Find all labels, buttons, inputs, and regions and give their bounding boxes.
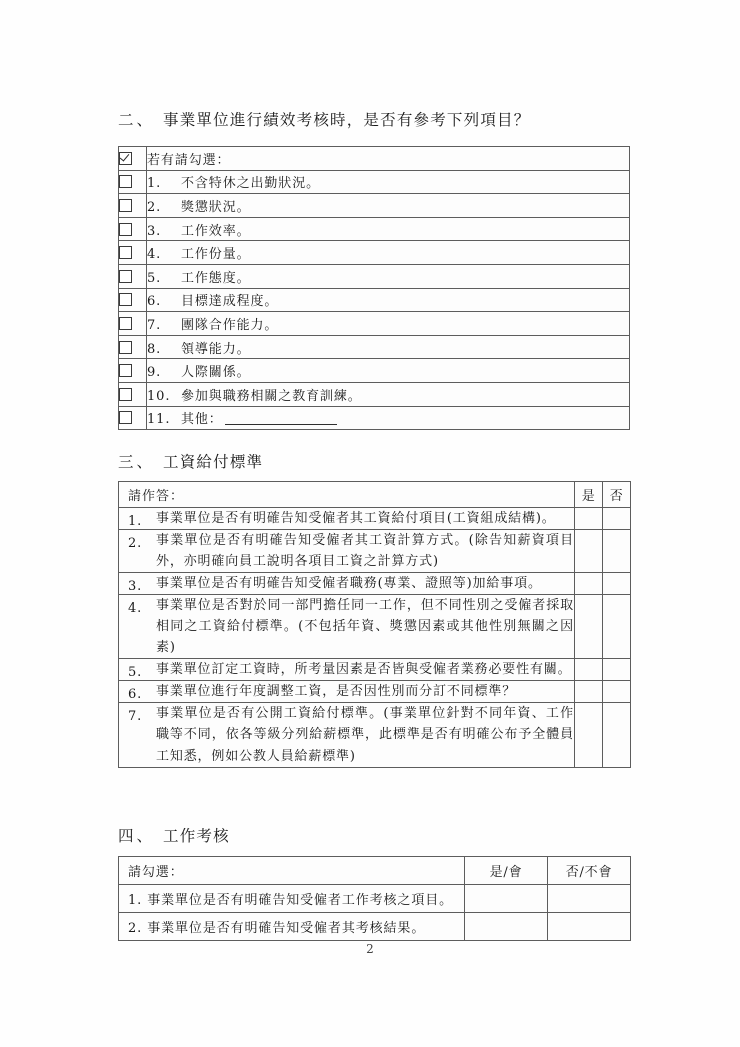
question-index: 7. (128, 709, 143, 725)
table-row (119, 659, 631, 681)
wage-answer-no-1[interactable] (603, 508, 631, 530)
item-index: 8. (147, 341, 162, 357)
checklist-body (119, 147, 630, 430)
wage-header-question: 請作答： (119, 482, 575, 508)
section-heading-2 (118, 108, 530, 130)
review-answer-yes-2[interactable] (465, 913, 548, 941)
table-row (119, 406, 630, 430)
table-row (119, 359, 630, 383)
empty-checkbox-icon[interactable] (119, 270, 132, 283)
empty-checkbox-icon[interactable] (119, 364, 132, 377)
wage-answer-yes-1[interactable] (575, 508, 603, 530)
review-header-row (119, 857, 631, 885)
review-answer-yes-1[interactable] (465, 885, 548, 913)
table-row (119, 217, 630, 241)
page-number: 2 (366, 942, 374, 956)
checkbox-cell-4[interactable] (119, 241, 147, 265)
table-row (119, 913, 631, 941)
question-index: 5. (128, 665, 143, 681)
table-row (119, 241, 630, 265)
item-label: 參加與職務相關之教育訓練。 (181, 388, 362, 404)
wage-question-1 (119, 508, 575, 530)
wage-answer-no-3[interactable] (603, 573, 631, 595)
review-question-2: 2. 事業單位是否有明確告知受僱者其考核結果。 (119, 913, 465, 941)
empty-checkbox-icon[interactable] (119, 175, 132, 188)
wage-answer-no-2[interactable] (603, 530, 631, 573)
empty-checkbox-icon[interactable] (119, 341, 132, 354)
checklist-item-7 (147, 312, 630, 336)
item-index: 9. (147, 365, 162, 381)
item-label: 不含特休之出勤狀況。 (181, 176, 321, 192)
item-label: 人際關係。 (181, 365, 251, 381)
table-row (119, 530, 631, 573)
review-question-1: 1. 事業單位是否有明確告知受僱者工作考核之項目。 (119, 885, 465, 913)
item-index: 4. (147, 247, 162, 263)
wage-question-4 (119, 595, 575, 659)
empty-checkbox-icon[interactable] (119, 246, 132, 259)
question-text: 事業單位是否有明確告知受僱者職務(專業、證照等)加給事項。 (156, 576, 542, 592)
checkbox-cell-7[interactable] (119, 312, 147, 336)
question-index: 1. (128, 514, 143, 529)
wage-answer-yes-6[interactable] (575, 681, 603, 703)
checklist-header-label: 若有請勾選： (147, 152, 231, 168)
item-label: 獎懲狀況。 (181, 199, 251, 215)
empty-checkbox-icon[interactable] (119, 199, 132, 212)
item-label: 領導能力。 (181, 341, 251, 357)
checklist-item-4 (147, 241, 630, 265)
performance-criteria-checklist (118, 146, 630, 430)
checklist-item-5 (147, 264, 630, 288)
section-title: 事業單位進行績效考核時，是否有參考下列項目？ (163, 111, 531, 129)
checklist-item-10 (147, 382, 630, 406)
checklist-item-9 (147, 359, 630, 383)
section-number: 三、 (118, 453, 156, 471)
item-label: 團隊合作能力。 (181, 317, 279, 333)
checklist-item-2 (147, 194, 630, 218)
question-text: 事業單位是否有公開工資給付標準。(事業單位針對不同年資、工作職等不同，依各等級分列給薪標準，此標準是否有明確公布予全體員工知悉，例如公教人員給薪標準) (156, 706, 574, 764)
wage-answer-no-4[interactable] (603, 595, 631, 659)
wage-header-yes: 是 (575, 482, 603, 508)
section-number: 四、 (118, 827, 156, 845)
item-index: 10. (147, 388, 171, 404)
review-header-question: 請勾選： (119, 857, 465, 885)
empty-checkbox-icon[interactable] (119, 223, 132, 236)
checklist-header-row (119, 147, 630, 171)
wage-standard-table (118, 481, 631, 768)
question-text: 事業單位訂定工資時，所考量因素是否皆與受僱者業務必要性有關。 (156, 662, 572, 678)
wage-header-row (119, 482, 631, 508)
wage-answer-yes-5[interactable] (575, 659, 603, 681)
checkbox-cell-9[interactable] (119, 359, 147, 383)
checklist-item-8 (147, 335, 630, 359)
review-answer-no-2[interactable] (548, 913, 631, 941)
item-label: 工作效率。 (181, 223, 251, 239)
wage-question-7 (119, 703, 575, 767)
checklist-item-6 (147, 288, 630, 312)
empty-checkbox-icon[interactable] (119, 293, 132, 306)
table-row (119, 170, 630, 194)
wage-answer-yes-2[interactable] (575, 530, 603, 573)
review-header-no: 否/不會 (548, 857, 631, 885)
checkbox-cell-10[interactable] (119, 382, 147, 406)
wage-answer-yes-3[interactable] (575, 573, 603, 595)
item-label: 工作態度。 (181, 270, 251, 286)
checkbox-cell-6[interactable] (119, 288, 147, 312)
item-index: 2. (147, 199, 162, 215)
checklist-header-label-cell (147, 147, 630, 171)
checkbox-cell-2[interactable] (119, 194, 147, 218)
item-index: 6. (147, 294, 162, 310)
checkbox-cell-3[interactable] (119, 217, 147, 241)
section-title: 工作考核 (163, 827, 230, 845)
table-row (119, 382, 630, 406)
question-index: 4. (128, 601, 143, 617)
section-heading-3 (118, 450, 263, 472)
wage-question-6 (119, 681, 575, 703)
question-text: 事業單位進行年度調整工資，是否因性別而分訂不同標準？ (156, 684, 517, 700)
empty-checkbox-icon[interactable] (119, 411, 132, 424)
item-label: 工作份量。 (181, 247, 251, 263)
wage-table-body (119, 482, 631, 768)
wage-question-3 (119, 573, 575, 595)
item-index: 1. (147, 176, 162, 192)
item-index: 7. (147, 317, 162, 333)
checklist-item-3 (147, 217, 630, 241)
wage-header-no: 否 (603, 482, 631, 508)
review-header-yes: 是/會 (465, 857, 548, 885)
question-text: 事業單位是否有明確告知受僱者其工資給付項目(工資組成結構)。 (156, 511, 556, 526)
checkbox-cell-1[interactable] (119, 170, 147, 194)
checked-checkbox-icon[interactable] (119, 152, 132, 165)
table-row (119, 681, 631, 703)
wage-answer-no-6[interactable] (603, 681, 631, 703)
table-row (119, 194, 630, 218)
section-number: 二、 (118, 111, 156, 129)
review-table-body (119, 857, 631, 941)
empty-checkbox-icon[interactable] (119, 388, 132, 401)
section-heading-4 (118, 824, 230, 846)
work-review-table (118, 856, 631, 941)
section-title: 工資給付標準 (163, 453, 264, 471)
table-row (119, 703, 631, 767)
wage-answer-no-5[interactable] (603, 659, 631, 681)
wage-answer-yes-7[interactable] (575, 703, 603, 767)
question-index: 2. (128, 536, 143, 552)
item-index: 5. (147, 270, 162, 286)
table-row (119, 885, 631, 913)
empty-checkbox-icon[interactable] (119, 317, 132, 330)
other-fill-in-blank[interactable] (225, 424, 337, 425)
question-text: 事業單位是否對於同一部門擔任同一工作，但不同性別之受僱者採取相同之工資給付標準。(不包括年資、獎懲因素或其他性別無關之因素) (156, 598, 574, 656)
item-index: 3. (147, 223, 162, 239)
wage-answer-yes-4[interactable] (575, 595, 603, 659)
table-row (119, 288, 630, 312)
question-index: 3. (128, 579, 143, 595)
table-row (119, 264, 630, 288)
wage-question-2 (119, 530, 575, 573)
checkbox-cell-5[interactable] (119, 264, 147, 288)
table-row (119, 573, 631, 595)
checkbox-cell-11[interactable] (119, 406, 147, 430)
wage-question-5 (119, 659, 575, 681)
table-row (119, 508, 631, 530)
checklist-item-1 (147, 170, 630, 194)
item-label: 其他： (181, 412, 223, 428)
question-text: 事業單位是否有明確告知受僱者其工資計算方式。(除告知薪資項目外，亦明確向員工說明各項目工資之計算方式) (156, 533, 574, 570)
question-index: 6. (128, 687, 143, 703)
checklist-header-checkbox-cell[interactable] (119, 147, 147, 171)
item-index: 11. (147, 412, 171, 428)
review-answer-no-1[interactable] (548, 885, 631, 913)
wage-answer-no-7[interactable] (603, 703, 631, 767)
table-row (119, 335, 630, 359)
checklist-item-11 (147, 406, 630, 430)
table-row (119, 595, 631, 659)
item-label: 目標達成程度。 (181, 294, 279, 310)
table-row (119, 312, 630, 336)
checkbox-cell-8[interactable] (119, 335, 147, 359)
